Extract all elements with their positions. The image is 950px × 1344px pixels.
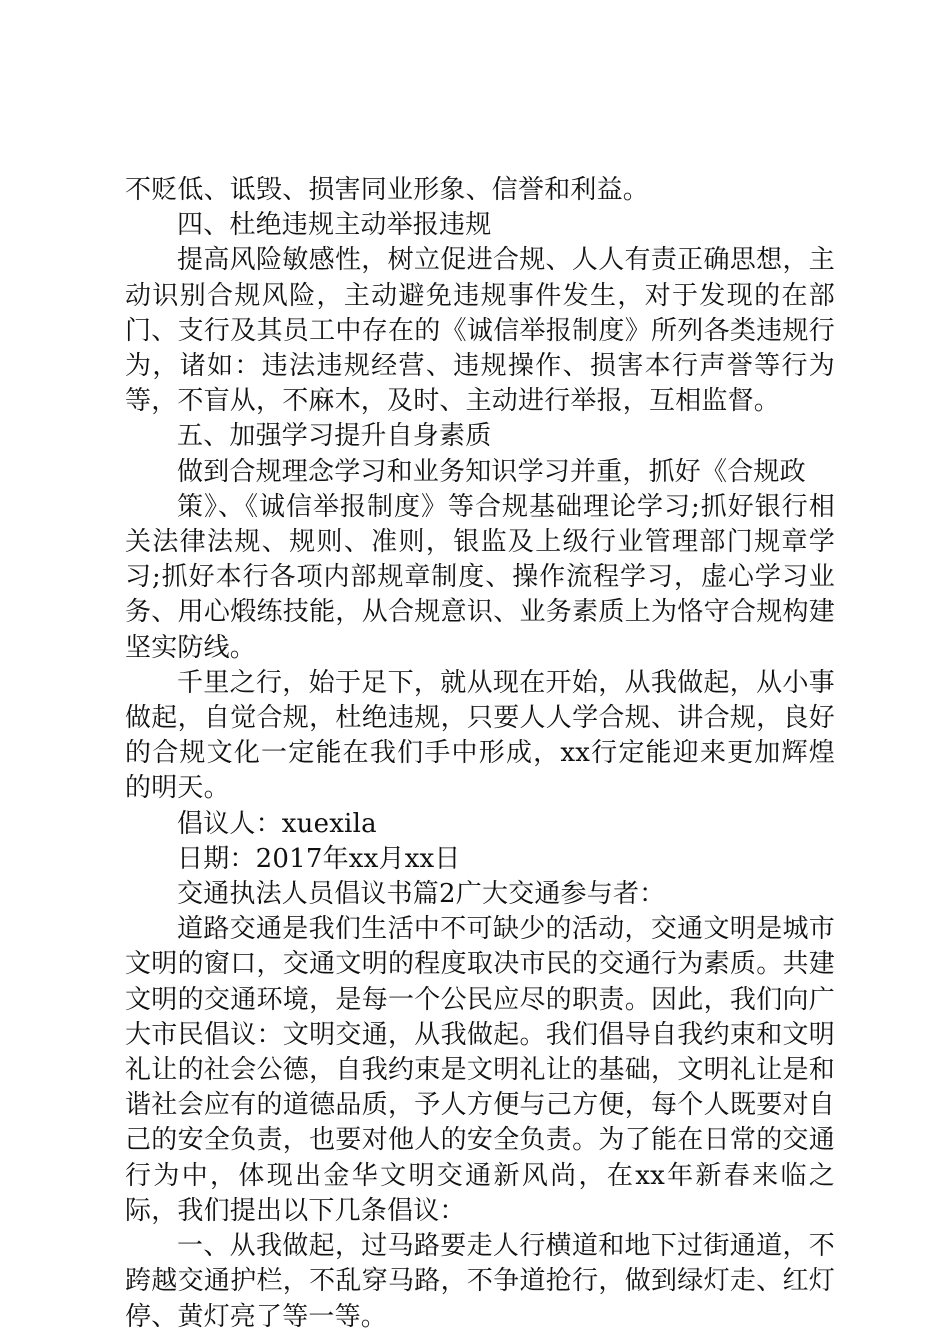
signatory-line: 倡议人：xuexila [177,808,377,839]
paragraph-5: 做到合规理念学习和业务知识学习并重，抓好《合规政 [177,456,806,487]
article-title-line: 交通执法人员倡议书篇2广大交通参与者： [177,879,666,910]
document-body [125,173,835,1335]
paragraph-3: 提高风险敏感性，树立促进合规、人人有责正确思想，主动识别合规风险，主动避免违规事件发生，对于发现的在部门、支行及其员工中存在的《诚信举报制度》所列各类违规行为，诸如：违法违规经营、违规操作、损害本行声誉等行为等，不盲从，不麻木，及时、主动进行举报，互相监督。 [125,245,835,417]
section-heading-4: 四、杜绝违规主动举报违规 [177,210,492,241]
paragraph-1: 不贬低、诋毁、损害同业形象、信誉和利益。 [125,175,650,205]
paragraph-11: 道路交通是我们生活中不可缺少的活动，交通文明是城市文明的窗口，交通文明的程度取决市民的交通行为素质。共建文明的交通环境，是每一个公民应尽的职责。因此，我们向广大市民倡议：文明交通，从我做起。我们倡导自我约束和文明礼让的社会公德，自我约束是文明礼让的基础，文明礼让是和谐社会应有的道德品质，予人方便与己方便，每个人既要对自己的安全负责，也要对他人的安全负责。为了能在日常的交通行为中，体现出金华文明交通新风尚，在xx年新春来临之际，我们提出以下几条倡议： [125,914,835,1226]
date-line: 日期：2017年xx月xx日 [177,843,461,874]
paragraph-6: 策》、《诚信举报制度》等合规基础理论学习;抓好银行相关法律法规、规则、准则，银监及上级行业管理部门规章学习;抓好本行各项内部规章制度、操作流程学习，虚心学习业务、用心煅练技能，从合规意识、业务素质上为恪守合规构建坚实防线。 [125,491,835,663]
paragraph-12: 一、从我做起，过马路要走人行横道和地下过街通道，不跨越交通护栏，不乱穿马路，不争道抢行，做到绿灯走、红灯停、黄灯亮了等一等。 [125,1231,835,1332]
section-heading-5: 五、加强学习提升自身素质 [177,421,492,452]
paragraph-7: 千里之行，始于足下，就从现在开始，从我做起，从小事做起，自觉合规，杜绝违规，只要人人学合规、讲合规，良好的合规文化一定能在我们手中形成，xx行定能迎来更加辉煌的明天。 [125,667,835,804]
